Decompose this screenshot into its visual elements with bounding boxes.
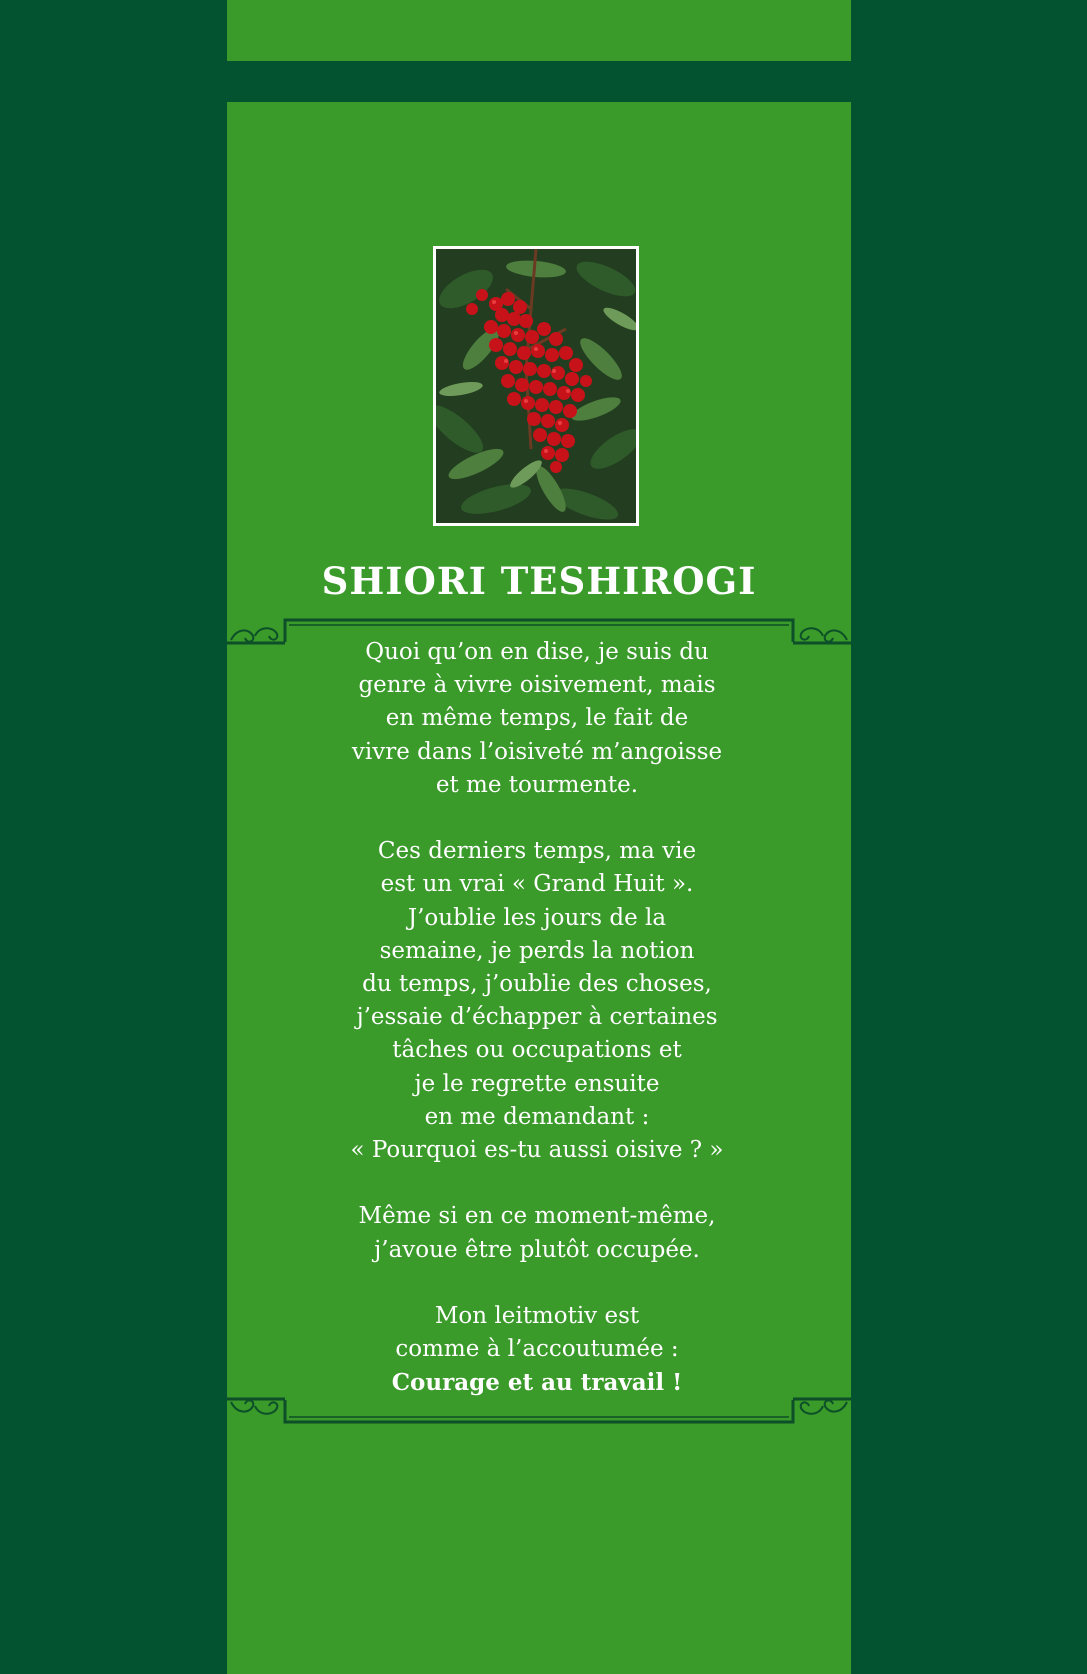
poem-closing-line: Courage et au travail ! <box>391 1369 683 1397</box>
author-name: SHIORI TESHIROGI <box>321 559 757 603</box>
poem <box>297 636 777 1400</box>
poem-line: semaine, je perds la notion <box>379 937 695 964</box>
poem-stanza <box>297 1300 777 1400</box>
poem-line: tâches ou occupations et <box>392 1037 682 1064</box>
poem-line: je le regrette ensuite <box>414 1070 660 1097</box>
poem-line: genre à vivre oisivement, mais <box>358 672 716 699</box>
poem-line: J’oublie les jours de la <box>407 904 667 931</box>
poem-line: Quoi qu’on en dise, je suis du <box>365 639 709 665</box>
poem-line: Ces derniers temps, ma vie <box>377 838 697 865</box>
top-strip <box>227 0 851 61</box>
poem-line: Mon leitmotiv est <box>434 1303 640 1330</box>
poem-line: en me demandant : <box>424 1103 650 1130</box>
poem-line: est un vrai « Grand Huit ». <box>380 871 694 898</box>
poem-line: j’essaie d’échapper à certaines <box>356 1004 718 1031</box>
poem-line: Même si en ce moment-même, <box>358 1203 716 1230</box>
poem-line: et me tourmente. <box>435 771 639 798</box>
poem-line: du temps, j’oublie des choses, <box>362 971 712 998</box>
poem-stanza <box>297 1200 777 1266</box>
poem-stanza <box>297 636 777 802</box>
poem-stanza <box>297 835 777 1167</box>
poem-line: vivre dans l’oisiveté m’angoisse <box>351 738 723 765</box>
ornament-bottom <box>227 1392 851 1426</box>
poem-line: « Pourquoi es-tu aussi oisive ? » <box>350 1137 724 1164</box>
poem-line: j’avoue être plutôt occupée. <box>374 1236 700 1263</box>
berries-photo <box>433 246 639 526</box>
poem-line: comme à l’accoutumée : <box>395 1336 679 1363</box>
poem-line: en même temps, le fait de <box>385 705 689 732</box>
